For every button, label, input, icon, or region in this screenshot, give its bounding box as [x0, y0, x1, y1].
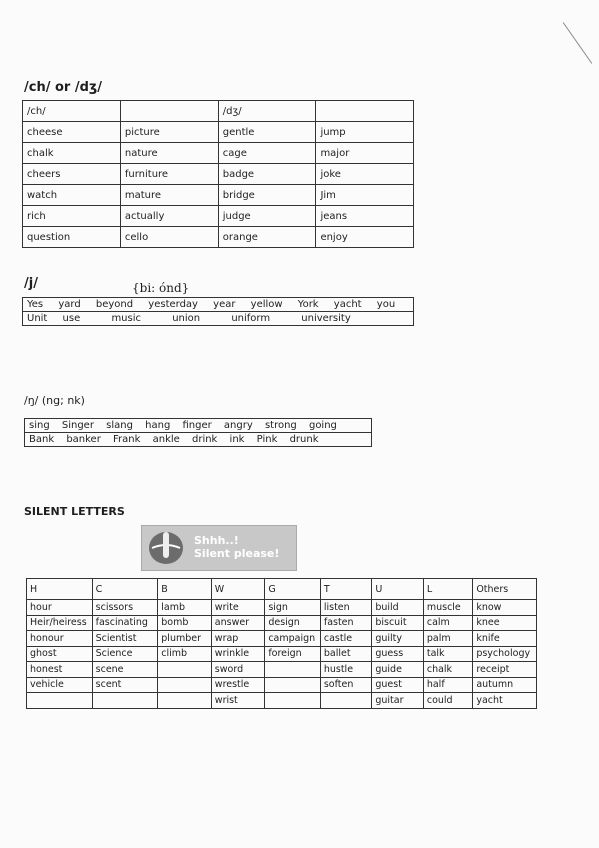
j-row-1: [23, 298, 413, 312]
table-cell: badge: [218, 164, 316, 185]
table-cell: guest: [372, 677, 424, 693]
table-cell: mature: [120, 185, 218, 206]
j-word-box: [22, 297, 414, 326]
table-cell: guitar: [372, 693, 424, 709]
word: Pink: [256, 434, 278, 445]
table-cell: gentle: [218, 122, 316, 143]
table-row: [23, 227, 414, 248]
silent-section-title: SILENT LETTERS: [24, 505, 125, 518]
table-cell: vehicle: [27, 677, 93, 693]
word: Frank: [113, 434, 141, 445]
table-header-cell: Others: [473, 579, 537, 600]
table-cell: write: [211, 600, 265, 616]
table-cell: know: [473, 600, 537, 616]
word: music: [111, 313, 142, 324]
table-cell: muscle: [423, 600, 472, 616]
table-row: [27, 615, 537, 631]
table-cell: wrestle: [211, 677, 265, 693]
table-cell: talk: [423, 646, 472, 662]
word: Yes: [27, 299, 44, 310]
table-cell: rich: [23, 206, 121, 227]
table-cell: furniture: [120, 164, 218, 185]
table-cell: enjoy: [316, 227, 414, 248]
word: year: [213, 299, 236, 310]
handwritten-note: {bi: ónd}: [132, 281, 190, 295]
table-cell: Scientist: [92, 631, 158, 647]
table-cell: could: [423, 693, 472, 709]
table-cell: chalk: [423, 662, 472, 678]
table-cell: bridge: [218, 185, 316, 206]
table-cell: climb: [158, 646, 212, 662]
table-cell: [27, 693, 93, 709]
table-cell: calm: [423, 615, 472, 631]
table-cell: jeans: [316, 206, 414, 227]
table-header-cell: B: [158, 579, 212, 600]
table-cell: orange: [218, 227, 316, 248]
table-cell: [92, 693, 158, 709]
ng-word-box: [24, 418, 372, 447]
table-cell: guide: [372, 662, 424, 678]
table-cell: actually: [120, 206, 218, 227]
ng-section-title: /ŋ/ (ng; nk): [24, 394, 85, 407]
word: slang: [106, 420, 133, 431]
table-header-cell: [316, 101, 414, 122]
table-cell: fascinating: [92, 615, 158, 631]
word: hang: [145, 420, 171, 431]
word: beyond: [95, 299, 134, 310]
word: Unit: [27, 313, 48, 324]
word: drink: [191, 434, 218, 445]
table-row: [27, 600, 537, 616]
word: sing: [29, 420, 50, 431]
table-header-cell: T: [320, 579, 372, 600]
ch-table-header: [23, 101, 414, 122]
table-row: [23, 164, 414, 185]
table-cell: guess: [372, 646, 424, 662]
table-cell: joke: [316, 164, 414, 185]
table-cell: palm: [423, 631, 472, 647]
j-row-2: [23, 312, 413, 325]
word: ink: [229, 434, 245, 445]
table-cell: Jim: [316, 185, 414, 206]
table-cell: [158, 662, 212, 678]
word: York: [297, 299, 319, 310]
table-cell: [265, 693, 321, 709]
ch-section-title: /ch/ or /dʒ/: [24, 80, 102, 95]
table-cell: ghost: [27, 646, 93, 662]
table-cell: biscuit: [372, 615, 424, 631]
table-cell: foreign: [265, 646, 321, 662]
word: yard: [58, 299, 81, 310]
word: university: [301, 313, 351, 324]
table-cell: listen: [320, 600, 372, 616]
table-header-cell: G: [265, 579, 321, 600]
table-cell: hour: [27, 600, 93, 616]
table-cell: [158, 677, 212, 693]
table-cell: honest: [27, 662, 93, 678]
table-header-cell: /dʒ/: [218, 101, 316, 122]
table-cell: scissors: [92, 600, 158, 616]
table-header-cell: C: [92, 579, 158, 600]
table-row: [23, 206, 414, 227]
ch-table: [22, 100, 414, 248]
word: yellow: [250, 299, 283, 310]
table-cell: Heir/heiress: [27, 615, 93, 631]
table-cell: wrist: [211, 693, 265, 709]
j-section-title: /j/: [24, 276, 38, 291]
table-cell: campaign: [265, 631, 321, 647]
table-row: [27, 662, 537, 678]
word: yesterday: [148, 299, 198, 310]
table-cell: fasten: [320, 615, 372, 631]
table-cell: Science: [92, 646, 158, 662]
word: you: [376, 299, 396, 310]
ng-row-1: [25, 419, 371, 433]
table-cell: plumber: [158, 631, 212, 647]
table-cell: major: [316, 143, 414, 164]
word: strong: [264, 420, 297, 431]
word: Singer: [61, 420, 94, 431]
table-cell: guilty: [372, 631, 424, 647]
table-row: [27, 693, 537, 709]
word: use: [62, 313, 81, 324]
shush-face-icon: [146, 528, 186, 568]
silent-letters-table: [26, 578, 537, 709]
silent-table-header: [27, 579, 537, 600]
table-cell: yacht: [473, 693, 537, 709]
word: finger: [182, 420, 212, 431]
table-cell: half: [423, 677, 472, 693]
table-header-cell: /ch/: [23, 101, 121, 122]
table-cell: hustle: [320, 662, 372, 678]
banner-line-2: Silent please!: [194, 547, 280, 560]
word: banker: [66, 434, 101, 445]
table-header-cell: W: [211, 579, 265, 600]
word: going: [308, 420, 337, 431]
table-cell: [265, 662, 321, 678]
table-cell: jump: [316, 122, 414, 143]
table-cell: scent: [92, 677, 158, 693]
table-row: [23, 143, 414, 164]
table-cell: cheers: [23, 164, 121, 185]
table-cell: scene: [92, 662, 158, 678]
table-cell: wrinkle: [211, 646, 265, 662]
table-cell: psychology: [473, 646, 537, 662]
table-row: [27, 631, 537, 647]
table-cell: cello: [120, 227, 218, 248]
table-cell: honour: [27, 631, 93, 647]
table-cell: knee: [473, 615, 537, 631]
table-header-cell: U: [372, 579, 424, 600]
table-cell: [265, 677, 321, 693]
table-cell: cheese: [23, 122, 121, 143]
word: uniform: [231, 313, 271, 324]
table-cell: soften: [320, 677, 372, 693]
table-cell: ballet: [320, 646, 372, 662]
table-cell: build: [372, 600, 424, 616]
table-row: [27, 646, 537, 662]
table-cell: [320, 693, 372, 709]
table-cell: picture: [120, 122, 218, 143]
table-cell: answer: [211, 615, 265, 631]
table-cell: [158, 693, 212, 709]
word: union: [172, 313, 201, 324]
word: Bank: [29, 434, 55, 445]
page-fold-mark: [563, 22, 592, 64]
silent-banner: [141, 525, 297, 571]
table-cell: chalk: [23, 143, 121, 164]
table-row: [27, 677, 537, 693]
table-cell: knife: [473, 631, 537, 647]
table-cell: lamb: [158, 600, 212, 616]
table-cell: cage: [218, 143, 316, 164]
table-cell: castle: [320, 631, 372, 647]
table-header-cell: [120, 101, 218, 122]
word: drunk: [289, 434, 319, 445]
table-header-cell: H: [27, 579, 93, 600]
word: yacht: [333, 299, 362, 310]
word: angry: [223, 420, 253, 431]
table-cell: watch: [23, 185, 121, 206]
table-cell: sword: [211, 662, 265, 678]
table-cell: wrap: [211, 631, 265, 647]
table-cell: judge: [218, 206, 316, 227]
table-cell: autumn: [473, 677, 537, 693]
table-header-cell: L: [423, 579, 472, 600]
word: ankle: [152, 434, 180, 445]
table-row: [23, 122, 414, 143]
table-cell: bomb: [158, 615, 212, 631]
banner-line-1: Shhh..!: [194, 534, 239, 547]
ng-row-2: [25, 433, 371, 446]
table-cell: receipt: [473, 662, 537, 678]
table-cell: question: [23, 227, 121, 248]
table-cell: design: [265, 615, 321, 631]
table-cell: nature: [120, 143, 218, 164]
table-row: [23, 185, 414, 206]
table-cell: sign: [265, 600, 321, 616]
